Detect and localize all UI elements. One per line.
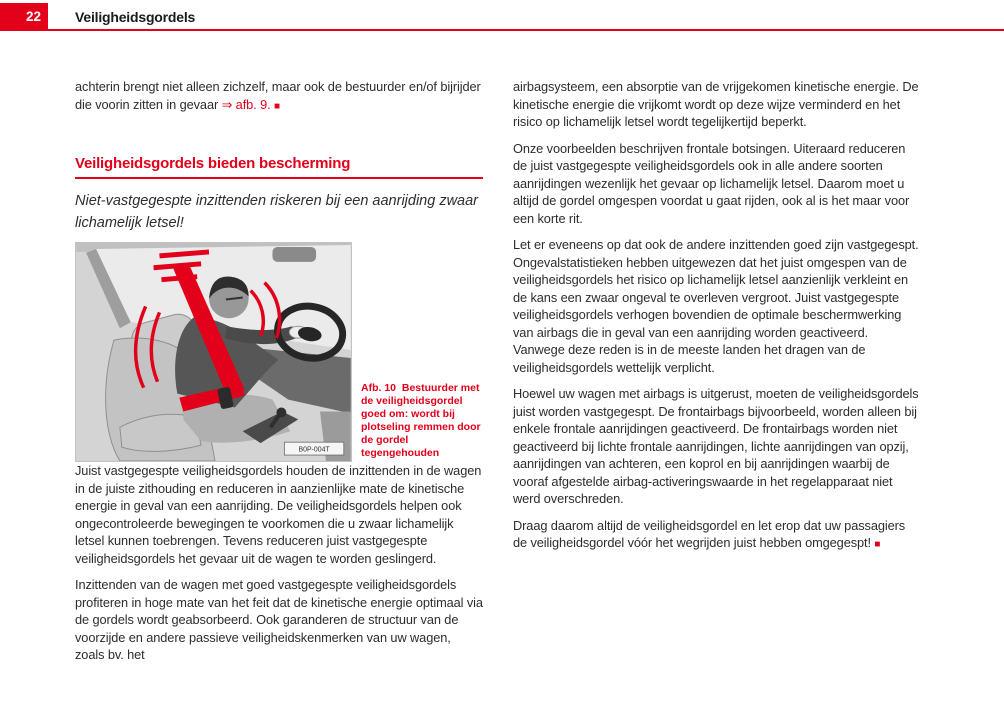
right-column [513, 78, 921, 561]
seatbelt-illustration [76, 243, 351, 461]
closing-paragraph [513, 517, 921, 552]
section-heading: Veiligheidsgordels bieden bescherming [75, 155, 483, 179]
cross-reference: ⇒ afb. 9. [221, 96, 271, 112]
section-end-icon: ■ [274, 100, 280, 112]
figure-caption-text: Bestuurder met de veiligheidsgordel goed om: wordt bij plotseling remmen door de gordel tegengehouden [361, 382, 481, 459]
page-number-badge [0, 3, 48, 29]
intro-text: achterin brengt niet alleen zichzelf, maar ook de bestuurder en/of bijrijder die voorin zitten in gevaar [75, 79, 481, 112]
image-code-label [284, 442, 343, 455]
intro-paragraph [75, 78, 483, 113]
figure [75, 242, 483, 462]
paragraph: Onze voorbeelden beschrijven frontale botsingen. Uiteraard reduceren de juist vastgegespte veiligheidsgordels ook in alle andere soorten aanrijdingen wezenlijk het gevaar op lichamelijk letsel. Daarom moet u altijd de gordel omgespen voordat u gaat rijden, ook al is het maar voor een korte rit. [513, 140, 910, 226]
lead-sentence: Niet-vastgegespte inzittenden riskeren bij een aanrijding zwaar lichamelijk letsel! [75, 193, 479, 231]
paragraph: Hoewel uw wagen met airbags is uitgerust, moeten de veiligheidsgordels juist worden vastgegespt. De frontairbags bijvoorbeeld, worden alleen bij enkele frontale aanrijdingen geactiveerd. De frontairbags worden niet geactiveerd bij lichte frontale aanrijdingen, lichte aanrijdingen van opzij, aanrijdingen van achteren, een koprol en bij aanrijdingen waarbij de vooraf afgestelde airbag-activeringswaarde in het regelapparaat niet werd overschreden. [513, 386, 919, 506]
closing-text: Draag daarom altijd de veiligheidsgordel en let erop dat uw passagiers de veiligheidsgordel vóór het wegrijden juist hebben omgegespt! [513, 517, 906, 550]
svg-text:B0P-004T: B0P-004T [298, 446, 330, 454]
chapter-title: Veiligheidsgordels [75, 9, 196, 25]
paragraph: Let er eveneens op dat ook de andere inzittenden goed zijn vastgegespt. Ongevalstatistieken hebben uitgewezen dat het juist omgespen van de veiligheidsgordels het risico op lichamelijk letsel aanzienlijk verkleint en de kans een zwaar ongeval te overleven vergroot. Juist vastgegespte veiligheidsgordels verhogen bovendien de optimale beschermwerking van airbags die in geval van een aanrijding worden geactiveerd. Vanwege deze reden is in de meeste landen het dragen van de veiligheidsgordels wettelijk verplicht. [513, 237, 919, 375]
figure-caption-label: Afb. 10 [361, 382, 397, 394]
figure-caption [361, 382, 483, 460]
figure-image [75, 242, 352, 462]
rearview-mirror [272, 247, 316, 262]
paragraph: Juist vastgegespte veiligheidsgordels houden de inzittenden in de wagen in de juiste zithouding en reduceren in aanzienlijke mate de kinetische energie in geval van een aanrijding. De veiligheidsgordels helpen ook ongecontroleerde bewegingen te voorkomen die u zwaar lichamelijk letsel kunnen toebrengen. Tevens reduceren juist vastgegespte veiligheidsgordels het gevaar uit de wagen te worden geslingerd. [75, 463, 482, 566]
left-column [75, 78, 483, 673]
page-number: 22 [25, 8, 41, 24]
header-rule [0, 29, 1004, 31]
paragraph: Inzittenden van de wagen met goed vastgegespte veiligheidsgordels profiteren in hoge mate van het feit dat de kinetische energie optimaal via de gordels wordt geabsorbeerd. Ook garanderen de structuur van de voorzijde en andere passieve veiligheidskenmerken van uw wagen, zoals bv. het [75, 577, 483, 662]
section-end-icon: ■ [874, 539, 881, 550]
paragraph: airbagsysteem, een absorptie van de vrijgekomen kinetische energie. De kinetische energie die vrijkomt wordt op deze wijze verminderd en het risico op lichamelijk letsel wordt tegelijkertijd beperkt. [513, 79, 919, 129]
